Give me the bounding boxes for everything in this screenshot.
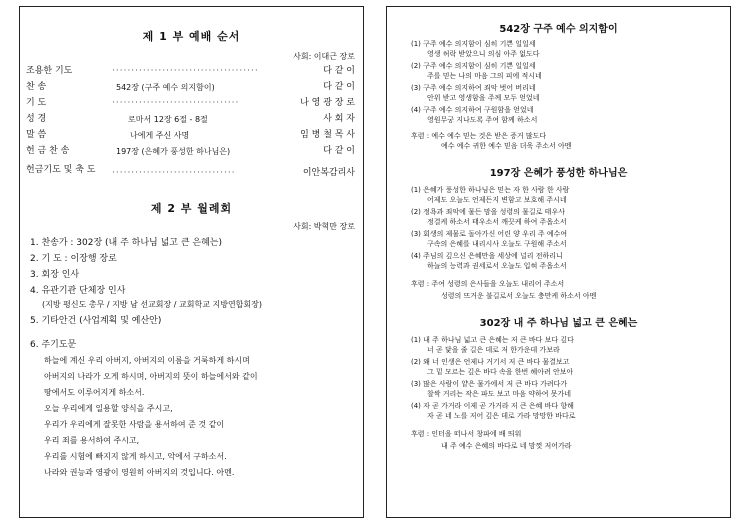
chorus-line: 후렴 : 주여 성령의 은사들을 오늘도 내리어 주소서	[411, 280, 565, 288]
row-label: 찬 송	[26, 82, 47, 92]
prayer-line: 나라와 권능과 영광이 영원히 아버지의 것입니다. 아멘.	[44, 468, 235, 477]
verse-line: (2) 왜 너 인생은 언제나 거기서 저 큰 바다 물결보고	[411, 358, 570, 366]
prayer-line: 땅에서도 이루어지게 하소서.	[44, 388, 145, 397]
agenda-item: 2. 기 도 : 이장행 장로	[30, 254, 117, 264]
prayer-line: 우리 죄를 용서하여 주시고,	[44, 436, 140, 445]
verse-line: 그 밑 모르는 깊은 바다 속을 한번 헤아려 안보아	[427, 368, 574, 376]
row-label: 헌 금 찬 송	[26, 146, 70, 156]
prayer-line: 우리를 시험에 빠지지 않게 하시고, 악에서 구하소서.	[44, 452, 227, 461]
part2-presider: 사회: 박혁만 장로	[293, 222, 355, 231]
verse-line: 구속의 은혜를 내리시사 오늘도 구원해 주소서	[427, 240, 567, 248]
verse-line: (3) 회생의 제물로 돌아가신 어린 양 우리 주 예수여	[411, 230, 568, 238]
row-name: 이안복감리사	[302, 168, 355, 178]
agenda-item: 6. 주기도문	[30, 340, 77, 350]
row-name: 다 같 이	[323, 82, 355, 92]
verse-line: (3) 많은 사람이 얕은 물가에서 저 큰 바다 가려다가	[411, 380, 568, 388]
verse-line: (2) 정욕과 죄악에 물든 맘을 성령의 물길로 태우사	[411, 208, 565, 216]
verse-line: (4) 구주 예수 의지하여 구원함을 얻었네	[411, 106, 534, 114]
row-name: 나 영 광 장 로	[300, 98, 355, 108]
row-detail: 542장 (구주 예수 의지함이)	[116, 83, 215, 92]
hymn-title: 302장 내 주 하나님 넓고 큰 은혜는	[479, 318, 638, 329]
verse-line: 주를 믿는 나의 마음 그의 피에 적시네	[427, 72, 542, 80]
verse-line: 정결케 하소서 태우소서 깨끗케 하여 주옵소서	[427, 218, 567, 226]
prayer-line: 오늘 우리에게 일용할 양식을 주시고,	[44, 404, 173, 413]
prayer-line: 우리가 우리에게 잘못한 사람을 용서하여 준 것 같이	[44, 420, 225, 429]
verse-line: (4) 자 곧 가거라 이제 곧 가거라 저 큰 은혜 바다 향해	[411, 402, 574, 410]
verse-line: (2) 구주 예수 의지함이 심히 기쁜 일일세	[411, 62, 536, 70]
part1-title: 제 1 부 예배 순서	[142, 30, 241, 43]
chorus-line: 예수 예수 귀한 예수 믿음 더욱 주소서 아멘	[441, 142, 572, 150]
prayer-line: 하늘에 계신 우리 아버지, 아버지의 이름을 거룩하게 하시며	[44, 356, 250, 365]
hymn-title: 197장 은혜가 풍성한 하나님은	[489, 168, 628, 179]
part1-presider: 사회: 이대근 장로	[293, 52, 355, 61]
part2-title: 제 2 부 월례회	[150, 202, 233, 215]
row-detail: 197장 (은혜가 풍성한 하나님은)	[116, 147, 231, 156]
agenda-item: 3. 회장 인사	[30, 270, 80, 280]
verse-line: (3) 구주 예수 의지하여 죄악 벗어 버리네	[411, 84, 536, 92]
verse-line: 찰싹 거리는 작은 파도 보고 마음 약하여 못가네	[427, 390, 572, 398]
agenda-item: 1. 찬송가 : 302장 (내 주 하나님 넓고 큰 은혜는)	[30, 238, 222, 248]
verse-line: 안위 받고 영생함을 주께 모두 얻었네	[427, 94, 540, 102]
row-detail: 로마서 12장 6절 - 8절	[128, 115, 208, 124]
row-label: 성 경	[26, 114, 47, 124]
row-dots: ································	[112, 168, 236, 178]
verse-line: 어제도 오늘도 언제든지 변함고 보호해 주시네	[427, 196, 567, 204]
row-label: 헌금기도 및 축 도	[26, 165, 96, 175]
verse-line: 영생 허락 받았으니 의심 아주 없도다	[427, 50, 540, 58]
verse-line: (4) 주님의 깊으신 은혜만을 세상에 널리 전하리니	[411, 252, 563, 260]
row-name: 임 병 철 목 사	[300, 130, 355, 140]
agenda-item-note: (지방 평신도 총무 / 지방 남 선교회장 / 교회학교 지방연합회장)	[42, 300, 262, 309]
right-page	[386, 6, 731, 518]
verse-line: 너 곧 닻을 줄 길은 데로 저 한가운데 가보라	[427, 346, 560, 354]
verse-line: (1) 은혜가 풍성한 하나님은 믿는 자 한 사람 한 사람	[411, 186, 570, 194]
row-detail: 나에게 주신 사명	[130, 131, 190, 140]
agenda-item: 5. 기타안건 (사업계획 및 예산안)	[30, 316, 162, 326]
row-dots: ······································	[112, 66, 259, 76]
verse-line: (1) 구주 예수 의지함이 심히 기쁜 일일세	[411, 40, 536, 48]
hymn-title: 542장 구주 예수 의지함이	[499, 24, 618, 35]
prayer-line: 아버지의 나라가 오게 하시며, 아버지의 뜻이 하늘에서와 같이	[44, 372, 258, 381]
row-label: 기 도	[26, 98, 47, 108]
row-label: 말 씀	[26, 130, 47, 140]
row-dots: ·································	[112, 98, 240, 108]
chorus-line: 내 주 예수 은혜의 바다로 네 맘껏 저어가라	[441, 442, 572, 450]
chorus-line: 성령의 뜨거운 불길로서 오늘도 충만케 하소서 아멘	[441, 292, 597, 300]
left-page	[19, 6, 364, 518]
chorus-line: 후렴 : 인터을 떠나서 창파에 배 띄워	[411, 430, 522, 438]
verse-line: 자 곧 네 노를 저어 깊은 데로 가라 망망한 바다로	[427, 412, 576, 420]
row-name: 다 같 이	[323, 146, 355, 156]
verse-line: (1) 내 주 하나님 넓고 큰 은혜는 저 큰 바다 보다 깊다	[411, 336, 574, 344]
chorus-line: 후렴 : 예수 예수 믿는 것은 받은 증거 많도다	[411, 132, 547, 140]
row-name: 사 회 자	[323, 114, 355, 124]
row-name: 다 같 이	[323, 66, 355, 76]
agenda-item: 4. 유관기관 단체장 인사	[30, 286, 126, 296]
row-label: 조용한 기도	[26, 66, 73, 76]
verse-line: 영원무궁 지나도록 주여 함께 하소서	[427, 116, 538, 124]
verse-line: 하늘의 능력과 권세로서 오늘도 입혀 주옵소서	[427, 262, 567, 270]
